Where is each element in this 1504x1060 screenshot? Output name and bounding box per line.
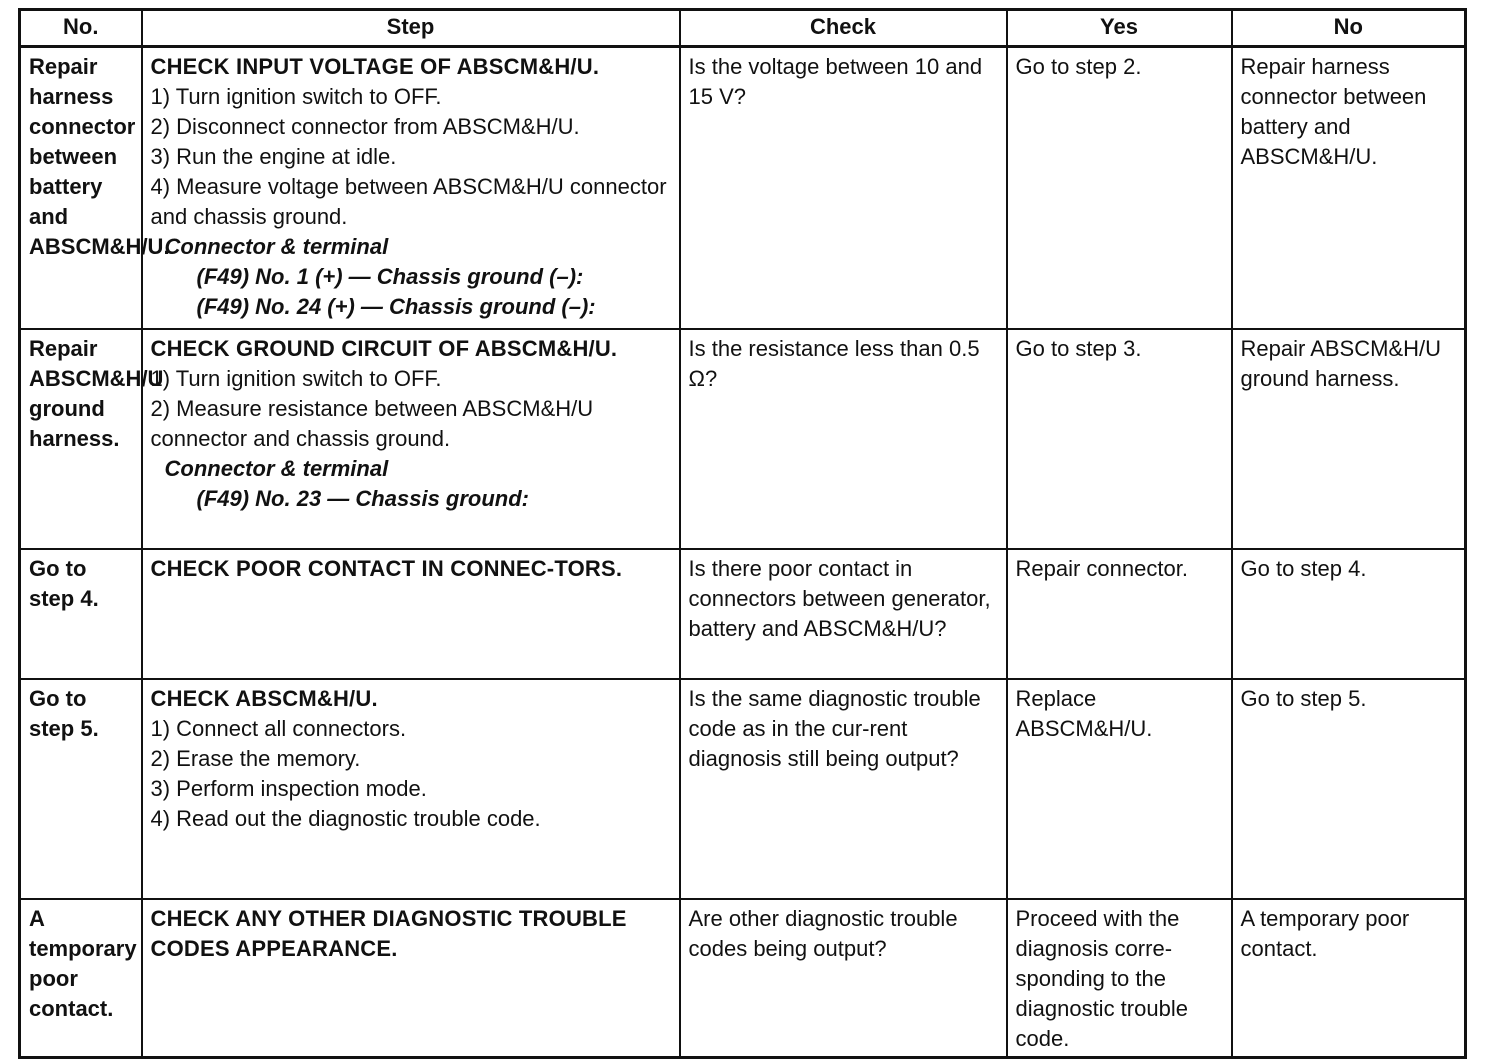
- header-no-result: No: [1232, 10, 1466, 47]
- step-cell: [142, 47, 680, 330]
- yes-cell: Proceed with the diagnosis corre-sponding to the diagnostic trouble code.: [1007, 899, 1232, 1058]
- step-number: Go to step 4.: [20, 549, 142, 679]
- header-row: [20, 10, 1466, 47]
- step-title: CHECK GROUND CIRCUIT OF ABSCM&H/U.: [150, 336, 618, 361]
- substep: 2) Erase the memory.: [150, 746, 361, 771]
- step-number: Go to step 5.: [20, 679, 142, 899]
- step-title: CHECK INPUT VOLTAGE OF ABSCM&H/U.: [150, 54, 600, 79]
- substep: 2) Measure resistance between ABSCM&H/U connector and chassis ground.: [150, 396, 594, 451]
- no-cell: Repair ABSCM&H/U ground harness.: [1232, 329, 1466, 549]
- step-title: CHECK POOR CONTACT IN CONNEC-TORS.: [150, 556, 623, 581]
- yes-cell: Replace ABSCM&H/U.: [1007, 679, 1232, 899]
- no-cell: Go to step 5.: [1232, 679, 1466, 899]
- diagnosis-table: [18, 8, 1467, 1059]
- table-row: [20, 549, 1466, 679]
- no-cell: Repair harness connector between battery and ABSCM&H/U.: [1232, 47, 1466, 330]
- check-cell: Is the voltage between 10 and 15 V?: [680, 47, 1007, 330]
- header-step: Step: [142, 10, 680, 47]
- substep: 3) Perform inspection mode.: [150, 776, 427, 801]
- check-cell: Is there poor contact in connectors between generator, battery and ABSCM&H/U?: [680, 549, 1007, 679]
- yes-cell: Go to step 3.: [1007, 329, 1232, 549]
- step-number: Repair ABSCM&H/U ground harness.: [20, 329, 142, 549]
- step-number: A temporary poor contact.: [20, 899, 142, 1058]
- substep: 2) Disconnect connector from ABSCM&H/U.: [150, 114, 580, 139]
- no-cell: A temporary poor contact.: [1232, 899, 1466, 1058]
- step-cell: [142, 899, 680, 1058]
- table-row: [20, 47, 1466, 330]
- header-yes: Yes: [1007, 10, 1232, 47]
- step-cell: [142, 549, 680, 679]
- substep: 4) Read out the diagnostic trouble code.: [150, 806, 541, 831]
- check-cell: Is the resistance less than 0.5 Ω?: [680, 329, 1007, 549]
- connector-terminal: (F49) No. 23 — Chassis ground:: [196, 486, 529, 511]
- connector-heading: Connector & terminal: [164, 234, 389, 259]
- substep: 4) Measure voltage between ABSCM&H/U connector and chassis ground.: [150, 174, 667, 229]
- step-title: CHECK ANY OTHER DIAGNOSTIC TROUBLE CODES APPEARANCE.: [150, 906, 627, 961]
- no-cell: Go to step 4.: [1232, 549, 1466, 679]
- substep: 3) Run the engine at idle.: [150, 144, 397, 169]
- table-row: [20, 899, 1466, 1058]
- connector-heading: Connector & terminal: [164, 456, 389, 481]
- step-cell: [142, 329, 680, 549]
- substep: 1) Connect all connectors.: [150, 716, 407, 741]
- connector-terminal: (F49) No. 1 (+) — Chassis ground (–):: [196, 264, 584, 289]
- table-row: [20, 329, 1466, 549]
- yes-cell: Go to step 2.: [1007, 47, 1232, 330]
- substep: 1) Turn ignition switch to OFF.: [150, 84, 442, 109]
- substep: 1) Turn ignition switch to OFF.: [150, 366, 442, 391]
- step-cell: [142, 679, 680, 899]
- step-title: CHECK ABSCM&H/U.: [150, 686, 378, 711]
- step-number: Repair harness connector between battery and ABSCM&H/U.: [20, 47, 142, 330]
- yes-cell: Repair connector.: [1007, 549, 1232, 679]
- header-no: No.: [20, 10, 142, 47]
- connector-terminal: (F49) No. 24 (+) — Chassis ground (–):: [196, 294, 596, 319]
- check-cell: Are other diagnostic trouble codes being output?: [680, 899, 1007, 1058]
- header-check: Check: [680, 10, 1007, 47]
- check-cell: Is the same diagnostic trouble code as in the cur-rent diagnosis still being output?: [680, 679, 1007, 899]
- table-row: [20, 679, 1466, 899]
